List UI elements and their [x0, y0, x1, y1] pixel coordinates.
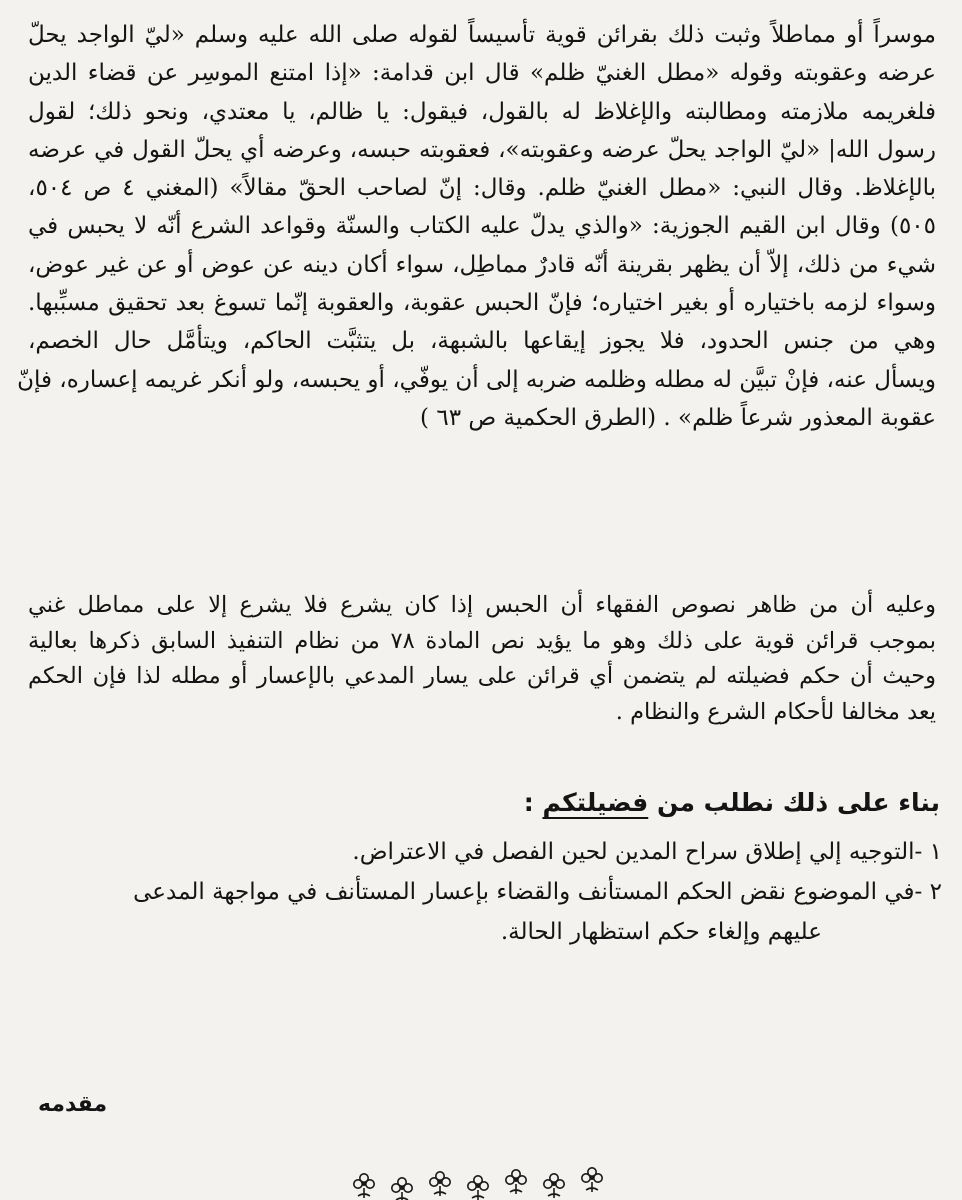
- paragraph-line: بموجب قرائن قوية على ذلك وهو ما يؤيد نص المادة ٧٨ من نظام التنفيذ السابق ذكرها بعالية: [28, 627, 936, 654]
- request-item-2-continuation: عليهم وإلغاء حكم استظهار الحالة.: [500, 919, 822, 945]
- request-item-1: ١ -التوجيه إلي إطلاق سراح المدين لحين الفصل في الاعتراض.: [352, 839, 942, 865]
- quote-line: وهي من جنس الحدود، فلا يجوز إيقاعها بالشبهة، بل يتثبَّت الحاكم، ويتأمَّل حال الخصم،: [28, 328, 936, 355]
- paragraph-line: وحيث أن حكم فضيلته لم يتضمن أي قرائن على يسار المدعي بالإعسار أو مطله لذا فإن الحكم: [28, 663, 936, 689]
- quote-line: شيء من ذلك، إلاّ أن يظهر بقرينة أنّه قادرٌ مماطِل، سواء أكان دينه عن عوض أو عن غير عوض،: [28, 251, 936, 278]
- quote-line: رسول الله| «ليّ الواجد يحلّ عرضه وعقوبته»، فعقوبته حبسه، وعرضه أي يحلّ القول في عرضه: [28, 136, 936, 163]
- legal-quotation-block: [17, 16, 936, 437]
- quote-line: موسراً أو مماطلاً وثبت ذلك بقرائن قوية تأسيساً لقوله صلى الله عليه وسلم «ليّ الواجد يحلّ: [28, 22, 936, 48]
- requests-heading-prefix: بناء على ذلك نطلب من: [648, 788, 940, 817]
- quote-line: عرضه وعقوبته وقوله «مطل الغنيّ ظلم» قال ابن قدامة: «إذا امتنع الموسِر عن قضاء الدين: [28, 60, 936, 87]
- requests-list: [28, 832, 942, 952]
- requests-heading-suffix: :: [523, 788, 543, 817]
- quote-line: فلغريمه ملازمته ومطالبته والإغلاظ له بالقول، فيقول: يا ظالم، يا معتدي، ونحو ذلك؛ لقول: [28, 98, 936, 125]
- paragraph-line: يعد مخالفا لأحكام الشرع والنظام .: [615, 698, 936, 725]
- footer-label: مقدمه: [38, 1092, 108, 1117]
- requests-heading: [524, 783, 940, 823]
- request-item-2: ٢ -في الموضوع نقض الحكم المستأنف والقضاء بإعسار المستأنف في مواجهة المدعى: [133, 879, 942, 905]
- quote-citation-line: عقوبة المعذور شرعاً ظلم» . (الطرق الحكمية ص ٦٣ ): [420, 404, 936, 431]
- floral-ornament-border: [340, 1158, 630, 1200]
- quote-line: ٥٠٥) وقال ابن القيم الجوزية: «والذي يدلّ عليه الكتاب والسنّة وقواعد الشرع أنّه لا يحبس في: [28, 213, 936, 240]
- argument-paragraph: [28, 588, 936, 730]
- paragraph-line: وعليه أن من ظاهر نصوص الفقهاء أن الحبس إذا كان يشرع فلا يشرع إلا على مماطل غني: [28, 592, 936, 618]
- quote-line: ويسأل عنه، فإنْ تبيَّن له مطله وظلمه ضربه إلى أن يوفّي، أو يحبسه، ولو أنكر غريمه إعساره، فإنّ: [17, 366, 936, 393]
- quote-line: وسواء لزمه باختياره أو بغير اختياره؛ فإنّ الحبس عقوبة، والعقوبة إنّما تسوغ بعد تحقيق مسبِّبها.: [28, 290, 936, 317]
- requests-heading-underlined: فضيلتكم: [542, 788, 649, 817]
- quote-line: بالإغلاظ. وقال النبي: «مطل الغنيّ ظلم. وقال: إنّ لصاحب الحقّ مقالاً» (المغني ٤ ص ٥٠٤،: [28, 175, 936, 202]
